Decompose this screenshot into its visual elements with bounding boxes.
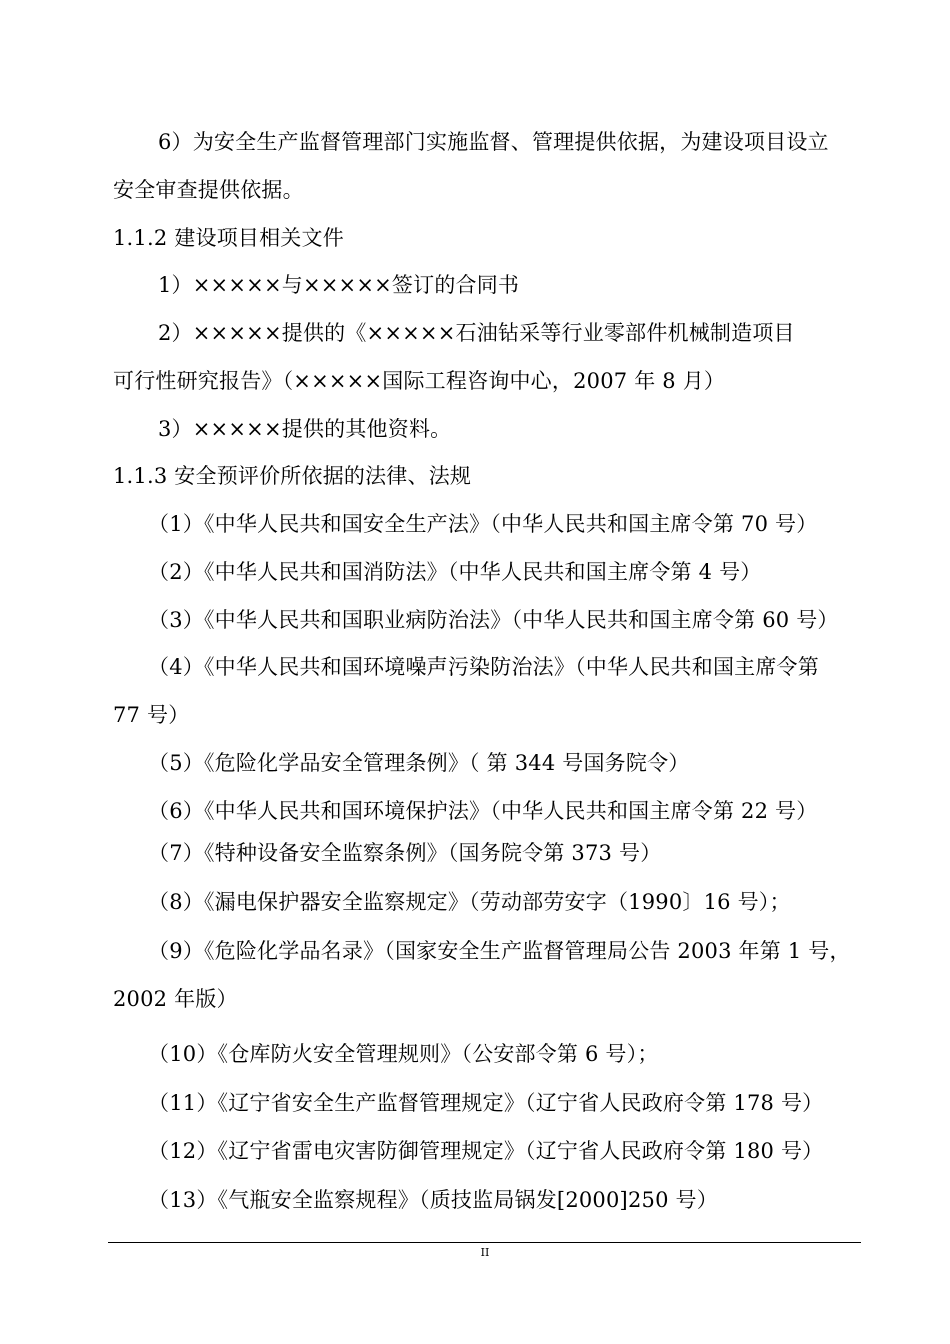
list-item: （5）《危险化学品安全管理条例》（ 第 344 号国务院令） xyxy=(148,751,690,775)
paragraph-line: 6）为安全生产监督管理部门实施监督、管理提供依据，为建设项目设立 xyxy=(158,130,829,154)
list-item: （6）《中华人民共和国环境保护法》（中华人民共和国主席令第 22 号） xyxy=(148,799,818,823)
list-item: （4）《中华人民共和国环境噪声污染防治法》（中华人民共和国主席令第 xyxy=(148,655,819,679)
section-heading: 1.1.3 安全预评价所依据的法律、法规 xyxy=(113,464,472,488)
list-item-continuation: 2002 年版） xyxy=(113,987,238,1011)
list-item: （12）《辽宁省雷电灾害防御管理规定》（辽宁省人民政府令第 180 号） xyxy=(148,1139,824,1163)
list-item: （13）《气瓶安全监察规程》（质技监局锅发[2000]250 号） xyxy=(148,1188,718,1212)
list-item-continuation: 可行性研究报告》（×××××国际工程咨询中心，2007 年 8 月） xyxy=(113,369,726,393)
paragraph-line: 安全审查提供依据。 xyxy=(113,178,304,202)
list-item: （8）《漏电保护器安全监察规定》（劳动部劳安字（1990〕16 号）； xyxy=(148,890,791,914)
page-number: II xyxy=(480,1246,490,1259)
list-item: （10）《仓库防火安全管理规则》（公安部令第 6 号）； xyxy=(148,1042,659,1066)
list-item: 2）×××××提供的《×××××石油钻采等行业零部件机械制造项目 xyxy=(158,321,795,345)
list-item: 3）×××××提供的其他资料。 xyxy=(158,417,452,441)
list-item: （3）《中华人民共和国职业病防治法》（中华人民共和国主席令第 60 号） xyxy=(148,608,839,632)
list-item: （7）《特种设备安全监察条例》（国务院令第 373 号） xyxy=(148,841,662,865)
list-item: （11）《辽宁省安全生产监督管理规定》（辽宁省人民政府令第 178 号） xyxy=(148,1091,824,1115)
list-item: （2）《中华人民共和国消防法》（中华人民共和国主席令第 4 号） xyxy=(148,560,762,584)
list-item: 1）×××××与×××××签订的合同书 xyxy=(158,273,520,297)
list-item: （1）《中华人民共和国安全生产法》（中华人民共和国主席令第 70 号） xyxy=(148,512,818,536)
footer-divider xyxy=(108,1242,861,1243)
list-item: （9）《危险化学品名录》（国家安全生产监督管理局公告 2003 年第 1 号， xyxy=(148,939,851,963)
list-item-continuation: 77 号） xyxy=(113,703,190,727)
section-heading: 1.1.2 建设项目相关文件 xyxy=(113,226,344,250)
